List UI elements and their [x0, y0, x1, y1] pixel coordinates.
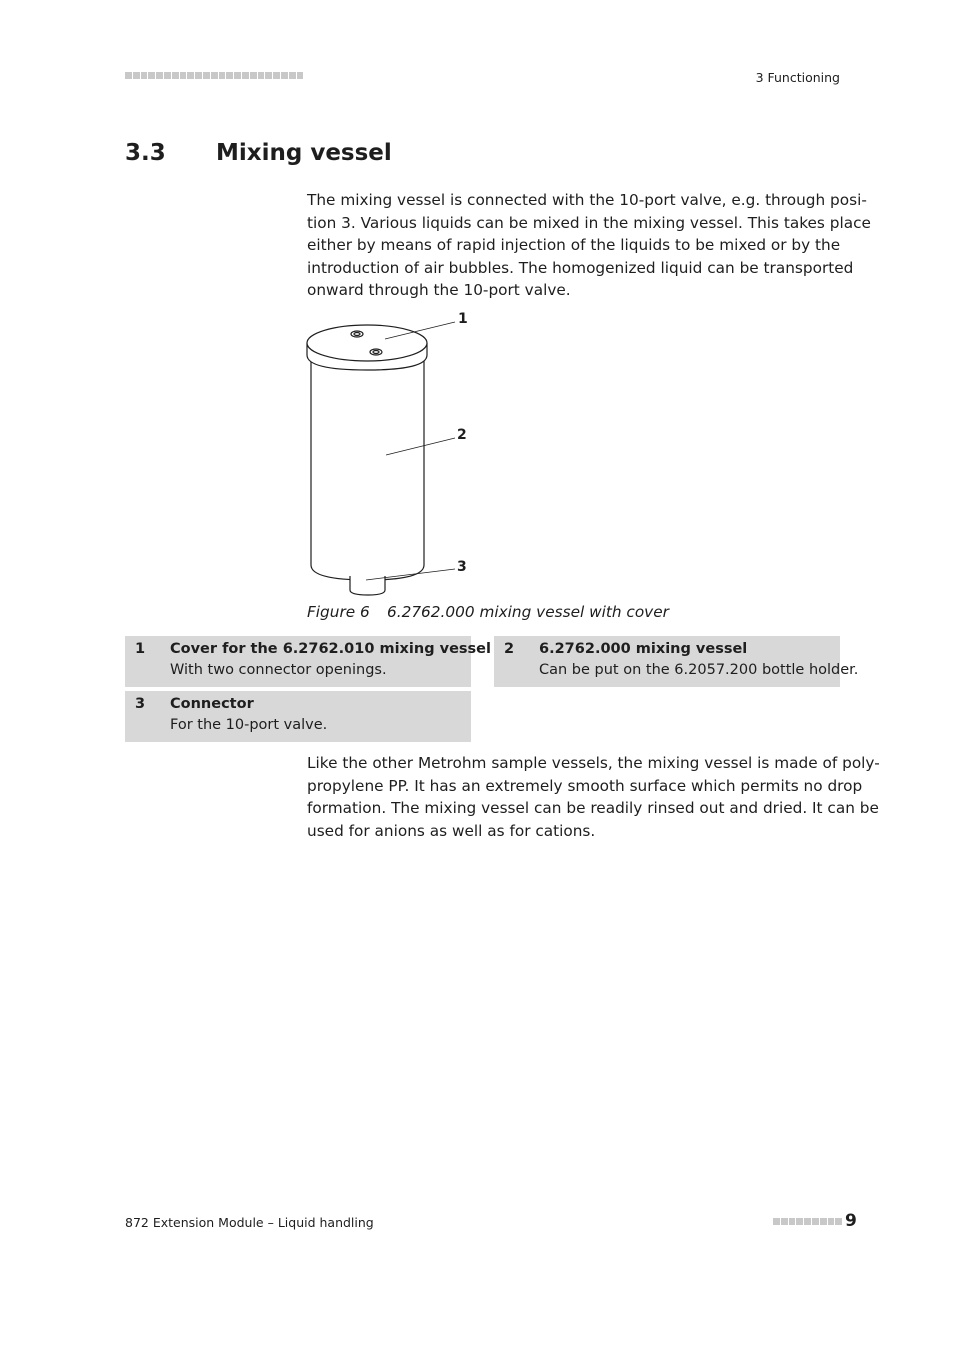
figure-caption — [307, 603, 669, 621]
page-number: 9 — [845, 1211, 857, 1231]
legend-description: Can be put on the 6.2057.200 bottle holder. — [539, 662, 859, 678]
vessel-body — [311, 357, 424, 580]
header-decoration — [125, 72, 303, 79]
text-line: Like the other Metrohm sample vessels, the mixing vessel is made of poly- — [307, 754, 880, 772]
text-line: introduction of air bubbles. The homogenized liquid can be transported — [307, 258, 854, 277]
callout-1: 1 — [458, 311, 468, 327]
legend-title: 6.2762.000 mixing vessel — [539, 641, 748, 657]
legend-number: 2 — [504, 641, 515, 657]
text-line: propylene PP. It has an extremely smooth surface which permits no drop — [307, 776, 863, 795]
cover-top — [307, 325, 427, 361]
text-line: formation. The mixing vessel can be readily rinsed out and dried. It can be — [307, 799, 879, 818]
legend-description: With two connector openings. — [170, 662, 387, 678]
text-line: either by means of rapid injection of the liquids to be mixed or by the — [307, 236, 841, 255]
legend-title: Cover for the 6.2762.010 mixing vessel — [170, 641, 491, 657]
caption-label: Figure 6 — [307, 603, 370, 621]
closing-paragraph — [307, 752, 880, 842]
text-line: tion 3. Various liquids can be mixed in the mixing vessel. This takes place — [307, 213, 871, 232]
section-title: Mixing vessel — [216, 140, 392, 166]
text-line: onward through the 10-port valve. — [307, 281, 571, 300]
legend-item — [125, 691, 471, 742]
legend-number: 3 — [135, 696, 146, 712]
callout-3: 3 — [457, 559, 467, 575]
footer-title: 872 Extension Module – Liquid handling — [125, 1215, 374, 1230]
legend-item — [494, 636, 859, 687]
text-line: The mixing vessel is connected with the 10-port valve, e.g. through posi- — [307, 191, 867, 209]
text-line: used for anions as well as for cations. — [307, 821, 596, 840]
connector — [350, 576, 385, 595]
footer-decoration — [773, 1218, 842, 1225]
legend-number: 1 — [135, 641, 146, 657]
mixing-vessel-illustration — [300, 310, 480, 605]
mixing-vessel-figure — [300, 310, 480, 605]
callout-2: 2 — [457, 427, 467, 443]
legend-description: For the 10-port valve. — [170, 717, 328, 733]
legend-title: Connector — [170, 696, 254, 712]
legend-item — [125, 636, 491, 687]
intro-paragraph — [307, 189, 871, 302]
section-number: 3.3 — [125, 140, 166, 166]
running-header-chapter: 3 Functioning — [755, 70, 840, 85]
caption-text: 6.2762.000 mixing vessel with cover — [387, 603, 669, 621]
